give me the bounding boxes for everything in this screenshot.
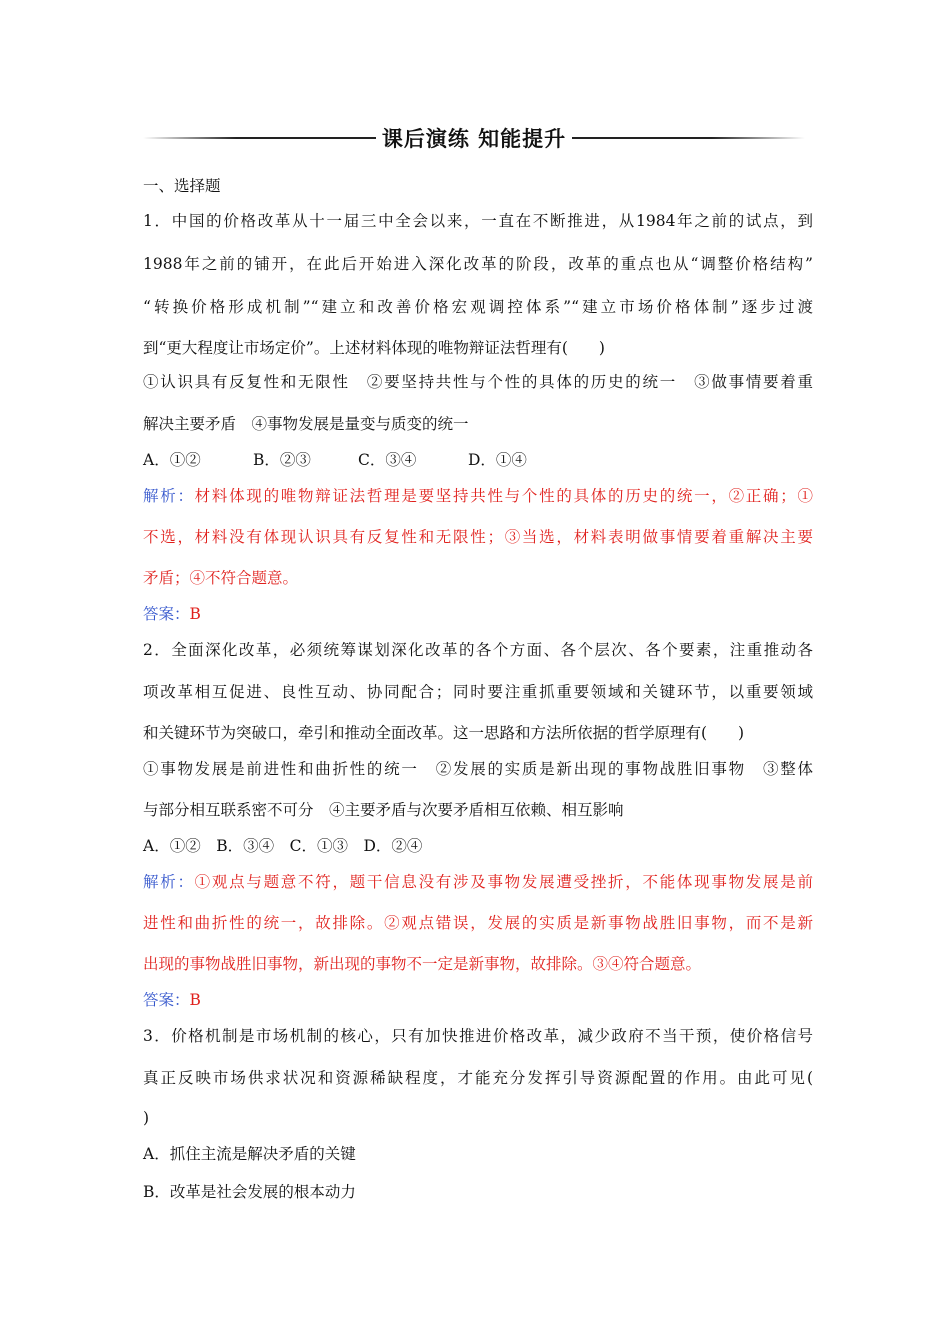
q2-stem-line: 2．全面深化改革，必须统筹谋划深化改革的各个方面、各个层次、各个要素，注重推动各 <box>143 641 813 659</box>
q2-answer-label: 答案： <box>143 991 190 1009</box>
q2-analysis-line: 出现的事物战胜旧事物，新出现的事物不一定是新事物，故排除。③④符合题意。 <box>143 955 702 973</box>
header-rule-left <box>143 137 376 139</box>
q1-option-a: A．①② <box>143 451 201 469</box>
section-header <box>143 122 805 154</box>
q2-answer-value: B <box>189 991 201 1009</box>
q3-option-b: B．改革是社会发展的根本动力 <box>143 1183 356 1201</box>
q1-answer-value: B <box>189 605 201 623</box>
q2-stem-line: 项改革相互促进、良性互动、协同配合；同时要注重抓重要领域和关键环节，以重要领域 <box>143 683 813 701</box>
q1-option-b: B．②③ <box>253 451 311 469</box>
q1-analysis-label: 解析： <box>143 487 195 505</box>
q1-stem-line: 1988年之前的铺开，在此后开始进入深化改革的阶段，改革的重点也从“调整价格结构” <box>143 255 813 273</box>
q2-analysis-line: 进性和曲折性的统一，故排除。②观点错误，发展的实质是新事物战胜旧事物，而不是新 <box>143 914 813 932</box>
q1-analysis-line: 解析：材料体现的唯物辩证法哲理是要坚持共性与个性的具体的历史的统一，②正确；① <box>143 487 813 505</box>
q1-stem-line: 到“更大程度让市场定价”。上述材料体现的唯物辩证法哲理有( ) <box>143 339 605 357</box>
q2-options: A．①② B．③④ C．①③ D．②④ <box>143 837 423 855</box>
q3-stem-line: 真正反映市场供求状况和资源稀缺程度，才能充分发挥引导资源配置的作用。由此可见( <box>143 1069 813 1087</box>
q1-stem-line: 1．中国的价格改革从十一届三中全会以来，一直在不断推进，从1984年之前的试点，到 <box>143 212 813 230</box>
q1-options <box>143 450 813 470</box>
header-rule-right <box>572 137 805 139</box>
q3-stem-line: 3．价格机制是市场机制的核心，只有加快推进价格改革，减少政府不当干预，使价格信号 <box>143 1027 813 1045</box>
q2-answer <box>143 990 813 1010</box>
q2-analysis-label: 解析： <box>143 873 195 891</box>
q1-statement-line: ①认识具有反复性和无限性 ②要坚持共性与个性的具体的历史的统一 ③做事情要着重 <box>143 373 813 391</box>
q1-stem-line: “转换价格形成机制”“建立和改善价格宏观调控体系”“建立市场价格体制”逐步过渡 <box>143 298 813 316</box>
q1-answer <box>143 604 813 624</box>
q2-analysis-line: 解析：①观点与题意不符，题干信息没有涉及事物发展遭受挫折，不能体现事物发展是前 <box>143 873 813 891</box>
q2-stem-line: 和关键环节为突破口，牵引和推动全面改革。这一思路和方法所依据的哲学原理有( ) <box>143 724 745 742</box>
q1-option-d: D．①④ <box>468 451 527 469</box>
q2-statement-line: 与部分相互联系密不可分 ④主要矛盾与次要矛盾相互依赖、相互影响 <box>143 801 624 819</box>
q1-answer-label: 答案： <box>143 605 190 623</box>
q2-statement-line: ①事物发展是前进性和曲折性的统一 ②发展的实质是新出现的事物战胜旧事物 ③整体 <box>143 760 813 778</box>
q3-option-a: A．抓住主流是解决矛盾的关键 <box>143 1145 356 1163</box>
q1-statement-line: 解决主要矛盾 ④事物发展是量变与质变的统一 <box>143 415 469 433</box>
q1-analysis-line: 矛盾；④不符合题意。 <box>143 569 299 587</box>
page-title: 课后演练 知能提升 <box>381 127 567 151</box>
q1-analysis-line: 不选，材料没有体现认识具有反复性和无限性；③当选，材料表明做事情要着重解决主要 <box>143 528 813 546</box>
q1-option-c: C．③④ <box>358 451 417 469</box>
q3-stem-line: ) <box>143 1109 150 1127</box>
section-heading: 一、选择题 <box>143 177 221 195</box>
